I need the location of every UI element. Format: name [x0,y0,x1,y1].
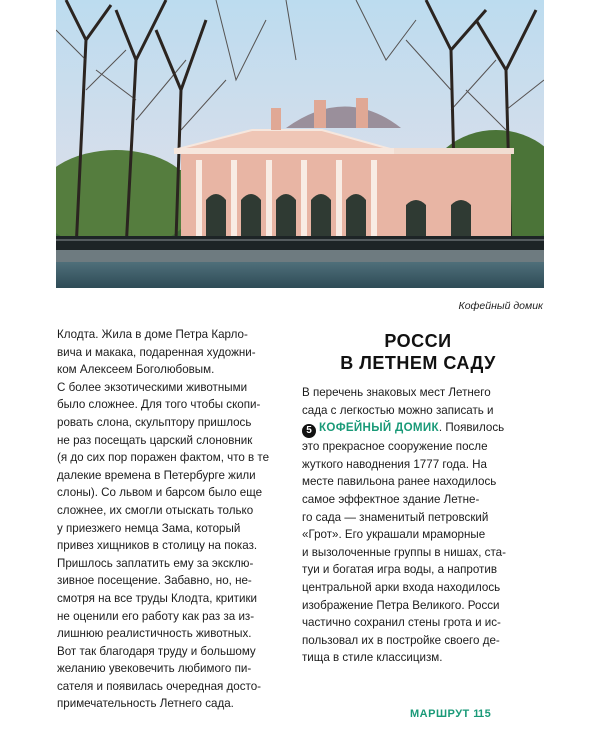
section-heading [302,330,534,374]
map-marker-badge: 5 [302,424,316,438]
text-line: у приезжего немца Зама, который [57,521,241,535]
text-line: смотря на все труды Клодта, критики [57,591,258,605]
photo-caption: Кофейный домик [458,300,543,312]
text-line: желанию увековечить любимого пи- [57,662,252,676]
text-line: сложнее, их смогли отыскать только [57,503,254,517]
place-highlight: КОФЕЙНЫЙ ДОМИК [319,421,439,435]
text-line: и вызолоченные группы в нишах, ста- [302,545,506,559]
text-line: примечательность Летнего сада. [57,697,234,711]
heading-line-2: В ЛЕТНЕМ САДУ [340,353,496,373]
text-line: ком Алексеем Боголюбовым. [57,363,215,377]
text-line: Вот так благодаря труду и большому [57,644,256,658]
text-line: лишнюю реалистичность животных. [57,627,252,641]
text-line: частично сохранил стены грота и ис- [302,616,501,630]
text-line: изображение Петра Великого. Росси [302,598,500,612]
page-footer [410,708,545,720]
text-line: го сада — знаменитый петровский [302,510,489,524]
text-line: привез хищников в столицу на показ. [57,539,258,553]
text-line: тища в стиле классицизм. [302,651,443,665]
text-line: Клодта. Жила в доме Петра Карло- [57,328,248,341]
text-line: не раз посещать царский слоновник [57,433,253,447]
text-fragment: . Появилось [438,421,505,435]
text-line: было сложнее. Для того чтобы скопи- [57,398,261,412]
coffee-house-photo [56,0,544,288]
text-line: Пришлось заплатить ему за эксклю- [57,556,254,570]
text-line: «Грот». Его украшали мраморные [302,528,486,542]
text-line: месте павильона ранее находилось [302,475,497,489]
text-line: ровать слона, скульптору пришлось [57,415,252,429]
text-line: зивное посещение. Забавно, но, не- [57,574,252,588]
text-line: далекие времена в Петербурге жили [57,468,256,482]
heading-line-1: РОССИ [384,331,452,351]
left-column-text [57,326,287,713]
photo-illustration [56,0,544,288]
text-line: (я до сих пор поражен фактом, что в те [57,451,270,465]
text-line-highlight [302,419,534,438]
text-line: С более экзотическими животными [57,380,248,394]
page-number: 15 [478,708,492,720]
text-line: слоны). Со львом и барсом было еще [57,486,263,500]
text-line: пользовал их в постройке своего де- [302,633,500,647]
right-column-text [302,330,534,667]
text-line: не оценили его работу как раз за из- [57,609,255,623]
text-line: туи и богатая игра воды, а напротив [302,563,497,577]
text-line: сателя и появилась очередная досто- [57,679,262,693]
text-line: самое эффектное здание Летне- [302,492,480,506]
text-line: сада с легкостью можно записать и [302,403,494,417]
text-line: В перечень знаковых мест Летнего [302,386,491,399]
text-line: центральной арки входа находилось [302,580,501,594]
text-line: жуткого наводнения 1777 года. На [302,457,488,471]
route-label: МАРШРУТ 1 [410,708,480,720]
text-line: это прекрасное сооружение после [302,440,488,454]
text-line: вича и макака, подаренная художни- [57,345,256,359]
